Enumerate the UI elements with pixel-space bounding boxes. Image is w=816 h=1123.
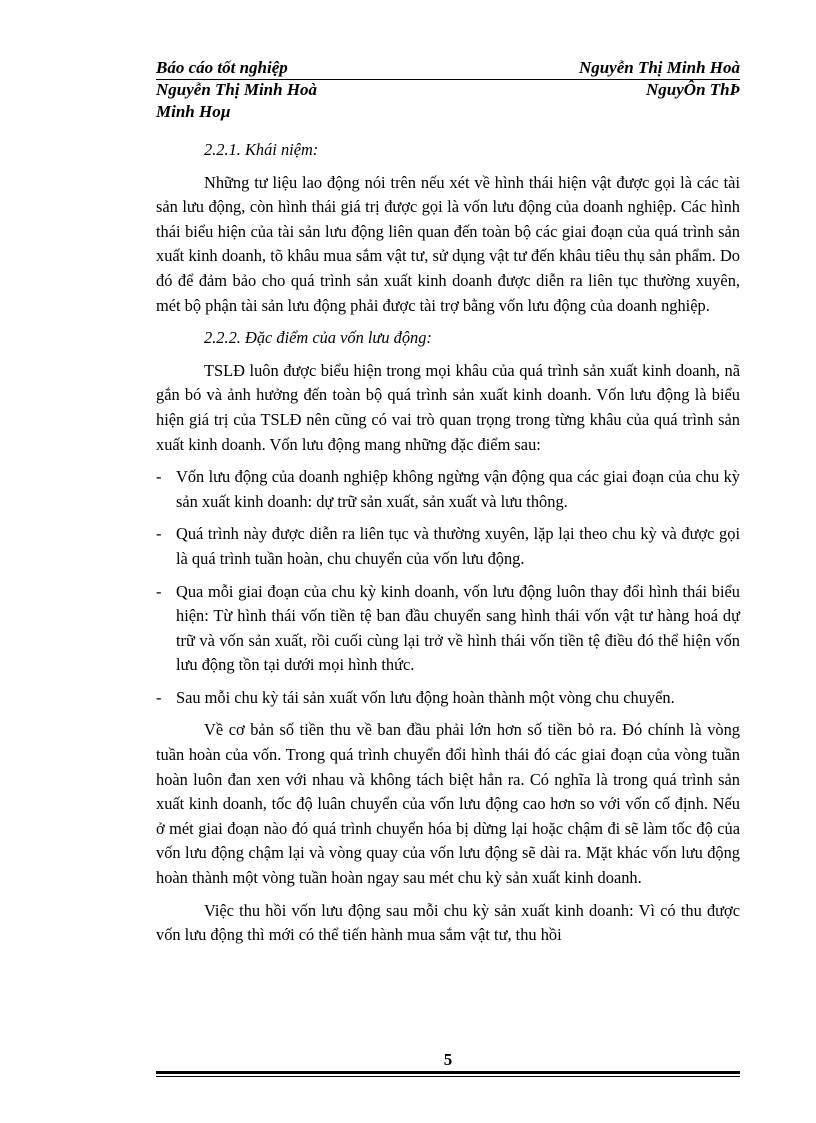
header-author-name: Nguyễn Thị Minh Hoà [578, 58, 740, 77]
header-overlay-right: NguyÔn ThÞ [646, 80, 740, 99]
paragraph-characteristics-intro: TSLĐ luôn được biểu hiện trong mọi khâu của quá trình sản xuất kinh doanh, nã gắn bó và ảnh hưởng đến toàn bộ quá trình sản xuất kinh doanh. Vốn lưu động là biểu hiện giá trị của TSLĐ nên cũng có vai trò quan trọng trong từng khâu của quá trình sản xuất kinh doanh. Vốn lưu động mang những đặc điểm sau: [156, 360, 740, 454]
characteristics-list [156, 465, 740, 710]
list-item [156, 686, 740, 711]
paragraph-circulation: Về cơ bản số tiền thu về ban đầu phải lớn hơn số tiền bỏ ra. Đó chính là vòng tuần hoàn của vốn. Trong quá trình chuyển đổi hình thái đó các giai đoạn của vòng tuần hoàn luôn đan xen với nhau và không tách biệt hẳn ra. Có nghĩa là trong quá trình sản xuất kinh doanh, tốc độ luân chuyển của vốn lưu động cao hơn so với vốn cố định. Nếu ở mét giai đoạn nào đó quá trình chuyển hóa bị dừng lại hoặc chậm đi sẽ làm tốc độ của vốn lưu động chậm lại và vòng quay của vốn lưu động sẽ dài ra. Mặt khác vốn lưu động hoàn thành một vòng tuần hoàn ngay sau mét chu kỳ sản xuất kinh doanh. [156, 720, 740, 888]
header-overlay-left-2: Minh Hoµ [156, 102, 231, 121]
dash-bullet: - [156, 687, 162, 707]
list-item-text: Vốn lưu động của doanh nghiệp không ngừng vận động qua các giai đoạn của chu kỳ sản xuất kinh doanh: dự trữ sản xuất, sản xuất và lưu thông. [176, 467, 740, 511]
header-overlay-left: Nguyễn Thị Minh Hoà [156, 80, 318, 99]
footer-rule-thick [156, 1071, 740, 1074]
header-report-title: Báo cáo tốt nghiệp [156, 58, 288, 77]
dash-bullet: - [156, 581, 162, 601]
dash-bullet: - [156, 524, 162, 544]
list-item [156, 522, 740, 571]
section-heading-concept: 2.2.1. Khái niệm: [204, 140, 319, 159]
footer-rule-thin [156, 1076, 740, 1077]
paragraph-concept: Những tư liệu lao động nói trên nếu xét về hình thái hiện vật được gọi là các tài sản lưu động, còn hình thái giá trị được gọi là vốn lưu động của doanh nghiệp. Các hình thái biểu hiện của tài sản lưu động liên quan đến toàn bộ các giai đoạn của quá trình sản xuất kinh doanh, tõ khâu mua sắm vật tư, sử dụng vật tư đến khâu tiêu thụ sản phẩm. Do đó để đảm bảo cho quá trình sản xuất kinh doanh được diễn ra liên tục thường xuyên, mét bộ phận tài sản lưu động phải được tài trợ bằng vốn lưu động của doanh nghiệp. [156, 172, 740, 315]
section-heading-characteristics: 2.2.2. Đặc điểm của vốn lưu động: [204, 328, 432, 348]
list-item-text: Sau mỗi chu kỳ tái sản xuất vốn lưu động hoàn thành một vòng chu chuyển. [176, 687, 675, 707]
list-item [156, 465, 740, 514]
dash-bullet: - [156, 467, 162, 487]
list-item-text: Quá trình này được diễn ra liên tục và thường xuyên, lặp lại theo chu kỳ và được gọi là quá trình tuần hoàn, chu chuyển của vốn lưu động. [176, 524, 740, 568]
list-item [156, 580, 740, 678]
page-number: 5 [443, 1050, 453, 1069]
page-content [156, 138, 740, 956]
list-item-text: Qua mỗi giai đoạn của chu kỳ kinh doanh, vốn lưu động luôn thay đổi hình thái biểu hiện: Từ hình thái vốn tiền tệ ban đầu chuyển sang hình thái vốn vật tư hàng hoá dự trữ và vốn sản xuất, rồi cuối cùng lại trở về hình thái vốn tiền tệ điều đó thể hiện vốn lưu động tồn tại dưới mọi hình thức. [176, 581, 740, 675]
paragraph-recovery: Việc thu hồi vốn lưu động sau mỗi chu kỳ sản xuất kinh doanh: Vì có thu được vốn lưu động thì mới có thể tiến hành mua sắm vật tư, thu hồi [156, 900, 740, 945]
